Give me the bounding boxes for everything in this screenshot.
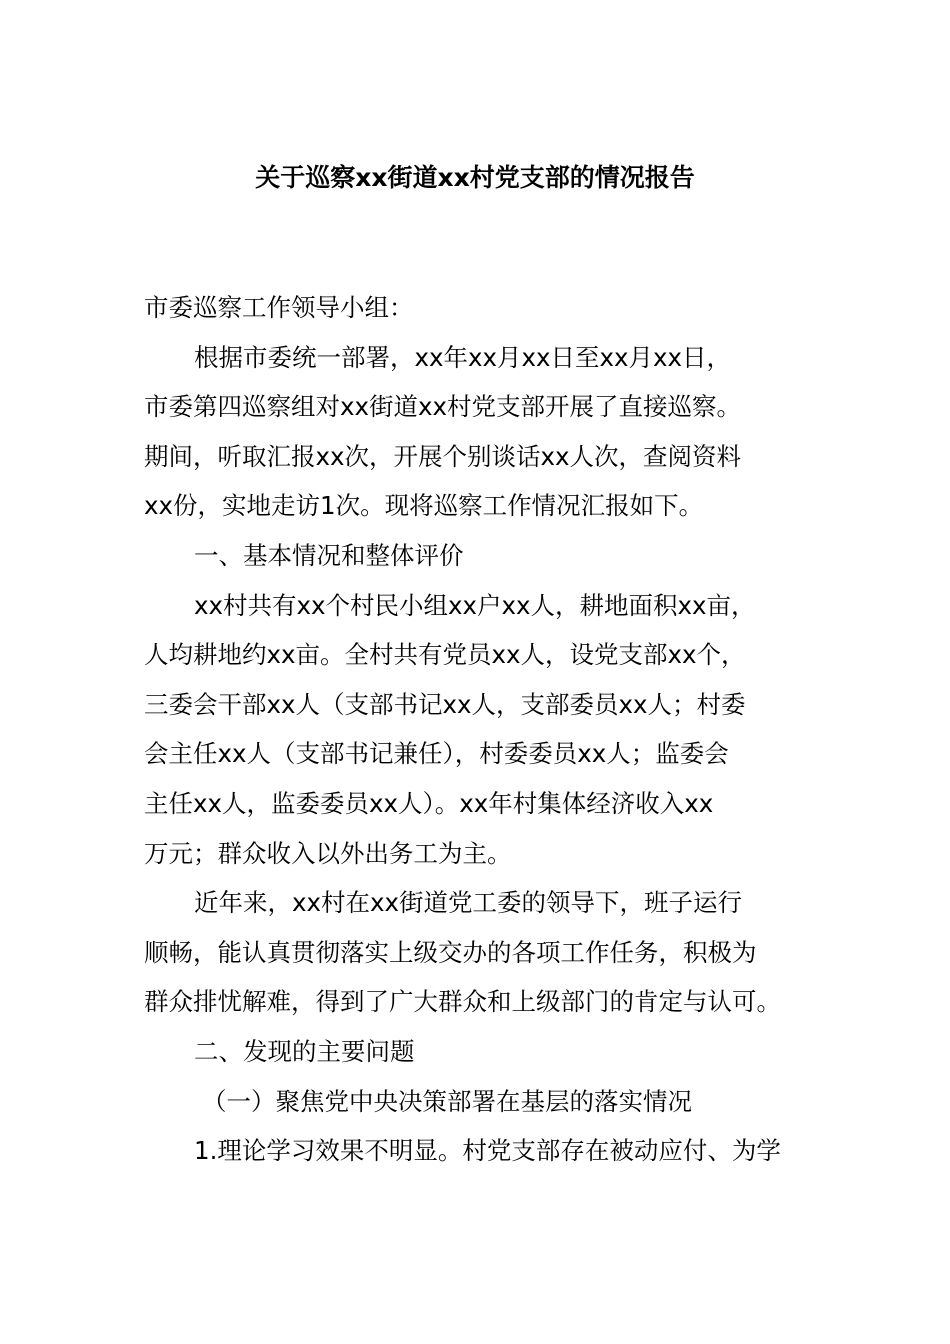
paragraph-line: 主任xx人，监委委员xx人）。xx年村集体经济收入xx — [144, 788, 714, 818]
paragraph-line: 会主任xx人（支部书记兼任），村委委员xx人；监委会 — [144, 739, 729, 769]
salutation-line: 市委巡察工作领导小组： — [144, 293, 414, 322]
paragraph-line: 市委第四巡察组对xx街道xx村党支部开展了直接巡察。 — [144, 392, 741, 422]
paragraph-line: 群众排忧解难，得到了广大群众和上级部门的肯定与认可。 — [144, 987, 781, 1017]
paragraph-line: 根据市委统一部署，xx年xx月xx日至xx月xx日， — [194, 342, 731, 372]
paragraph-line: xx份，实地走访1次。现将巡察工作情况汇报如下。 — [144, 491, 704, 521]
paragraph-line: 期间，听取汇报xx次，开展个别谈话xx人次，查阅资料 — [144, 441, 741, 471]
paragraph-line: 1.理论学习效果不明显。村党支部存在被动应付、为学 — [194, 1136, 781, 1166]
section-heading: 二、发现的主要问题 — [194, 1036, 415, 1066]
paragraph-line: xx村共有xx个村民小组xx户xx人，耕地面积xx亩， — [194, 590, 756, 620]
subsection-heading: （一）聚焦党中央决策部署在基层的落实情况 — [202, 1086, 692, 1116]
paragraph-line: 万元；群众收入以外出务工为主。 — [144, 838, 512, 868]
paragraph-line: 顺畅，能认真贯彻落实上级交办的各项工作任务，积极为 — [144, 937, 757, 967]
section-heading: 一、基本情况和整体评价 — [194, 540, 464, 570]
document-body — [144, 283, 834, 1176]
paragraph-line: 人均耕地约xx亩。全村共有党员xx人，设党支部xx个， — [144, 640, 746, 670]
document-title: 关于巡察xx街道xx村党支部的情况报告 — [255, 163, 695, 192]
paragraph-line: 近年来，xx村在xx街道党工委的领导下，班子运行 — [194, 888, 742, 918]
paragraph-line: 三委会干部xx人（支部书记xx人，支部委员xx人；村委 — [144, 689, 746, 719]
